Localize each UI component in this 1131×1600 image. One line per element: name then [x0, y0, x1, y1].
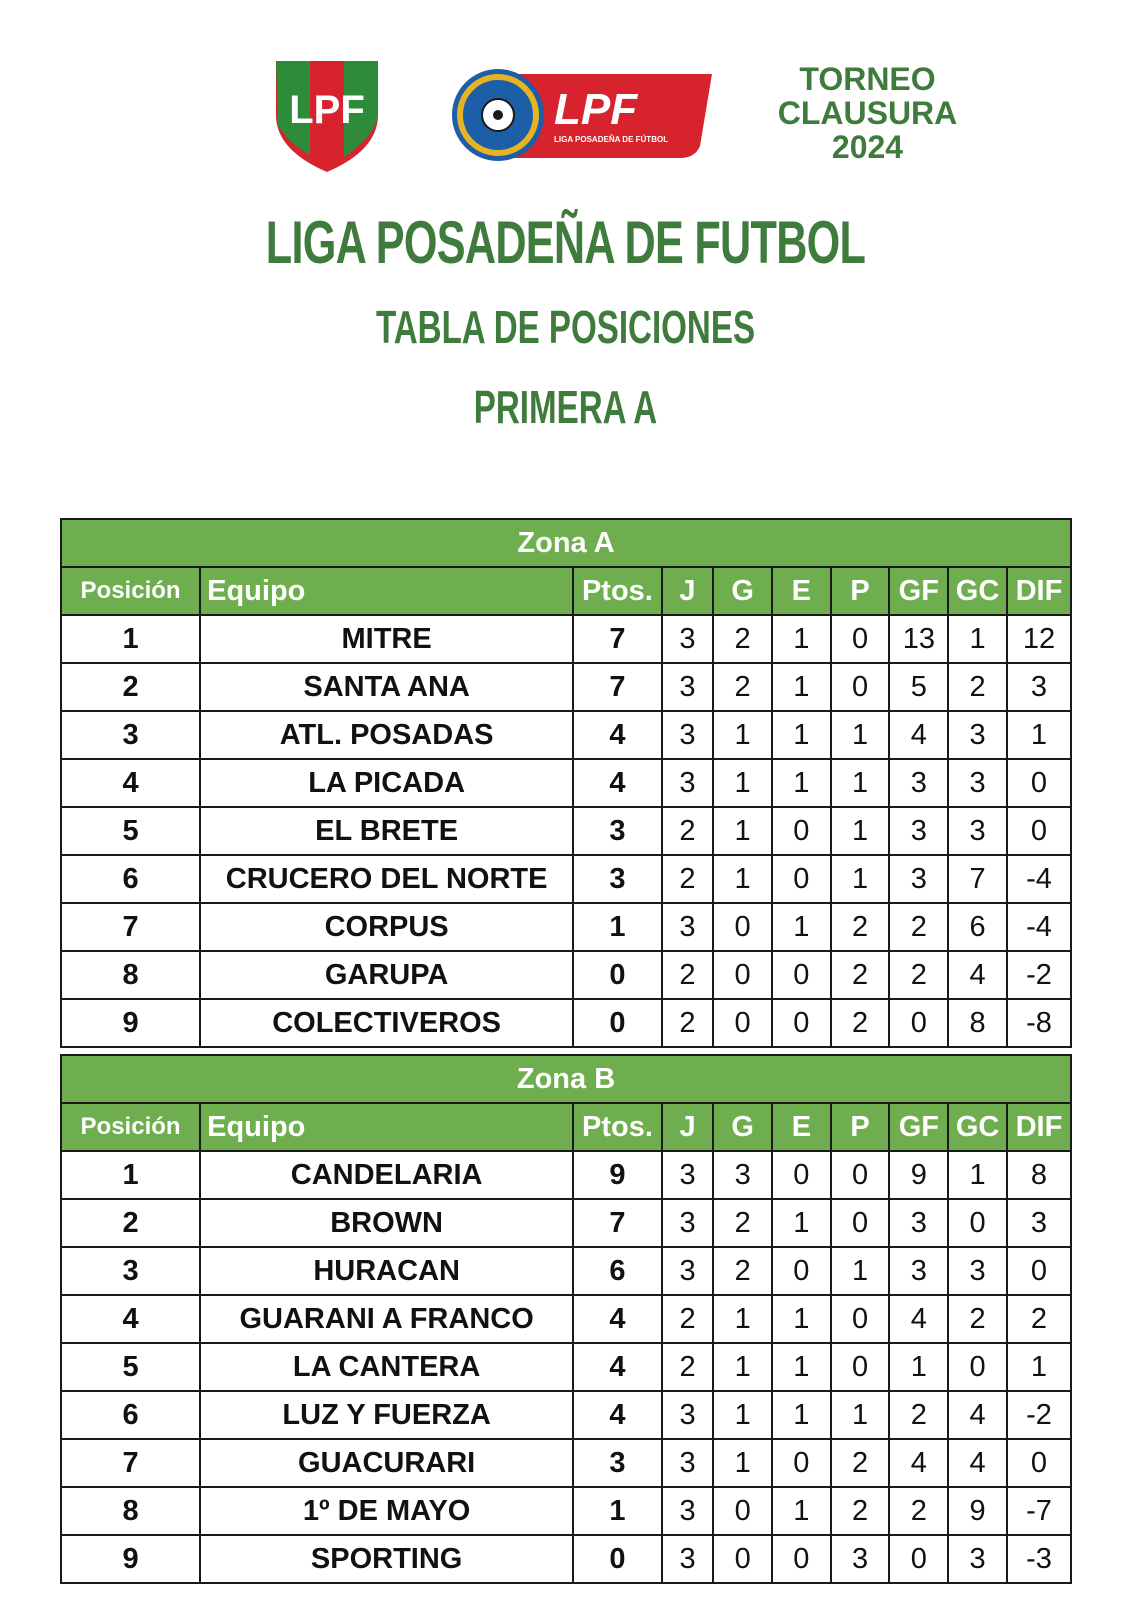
stat-cell: 1 [713, 807, 772, 855]
stat-cell: 2 [662, 807, 714, 855]
stat-cell: 4 [948, 1391, 1007, 1439]
stat-cell: 3 [662, 1439, 714, 1487]
position-cell: 6 [61, 1391, 200, 1439]
stat-cell: -4 [1007, 855, 1071, 903]
stat-cell: 1 [772, 711, 831, 759]
stat-cell: 1 [713, 855, 772, 903]
column-header: GF [889, 1103, 948, 1151]
team-name-cell: GARUPA [200, 951, 573, 999]
stat-cell: 4 [948, 951, 1007, 999]
points-cell: 3 [573, 807, 662, 855]
stat-cell: 3 [662, 1535, 714, 1583]
position-cell: 1 [61, 1151, 200, 1199]
column-header: J [662, 1103, 714, 1151]
standings-table-zona-a [60, 518, 1072, 1048]
points-cell: 1 [573, 1487, 662, 1535]
points-cell: 7 [573, 615, 662, 663]
column-header: G [713, 567, 772, 615]
lpf-badge-logo [450, 66, 720, 164]
table-row [61, 903, 1071, 951]
stat-cell: 3 [948, 1247, 1007, 1295]
points-cell: 7 [573, 1199, 662, 1247]
stat-cell: 1 [831, 807, 890, 855]
stat-cell: 3 [948, 759, 1007, 807]
header [0, 0, 1131, 180]
points-cell: 9 [573, 1151, 662, 1199]
stat-cell: 9 [889, 1151, 948, 1199]
stat-cell: 0 [772, 1247, 831, 1295]
stat-cell: 2 [713, 615, 772, 663]
stat-cell: 0 [772, 1535, 831, 1583]
stat-cell: 0 [831, 1199, 890, 1247]
stat-cell: 0 [713, 903, 772, 951]
stat-cell: 2 [889, 1487, 948, 1535]
stat-cell: -2 [1007, 1391, 1071, 1439]
stat-cell: 0 [948, 1343, 1007, 1391]
position-cell: 2 [61, 1199, 200, 1247]
stat-cell: 2 [713, 1247, 772, 1295]
table-row [61, 759, 1071, 807]
stat-cell: 2 [662, 855, 714, 903]
stat-cell: 1 [713, 1439, 772, 1487]
stat-cell: 1 [713, 1391, 772, 1439]
points-cell: 4 [573, 1391, 662, 1439]
stat-cell: 3 [662, 1151, 714, 1199]
stat-cell: 0 [1007, 1247, 1071, 1295]
stat-cell: 4 [889, 711, 948, 759]
page-subtitle: TABLA DE POSICIONES [375, 301, 756, 353]
stat-cell: 0 [772, 951, 831, 999]
stat-cell: 2 [889, 1391, 948, 1439]
column-header: GC [948, 567, 1007, 615]
lpf-shield-logo [270, 55, 384, 175]
table-row [61, 999, 1071, 1047]
stat-cell: 0 [1007, 759, 1071, 807]
team-name-cell: HURACAN [200, 1247, 573, 1295]
column-header: P [831, 567, 890, 615]
stat-cell: 0 [831, 1343, 890, 1391]
stat-cell: 3 [713, 1151, 772, 1199]
table-row [61, 855, 1071, 903]
table-row [61, 1535, 1071, 1583]
column-header: E [772, 1103, 831, 1151]
stat-cell: 0 [831, 663, 890, 711]
stat-cell: -2 [1007, 951, 1071, 999]
column-header: E [772, 567, 831, 615]
table-row [61, 1151, 1071, 1199]
stat-cell: 3 [662, 1391, 714, 1439]
stat-cell: 1 [772, 1295, 831, 1343]
stat-cell: 1 [831, 759, 890, 807]
stat-cell: 3 [889, 807, 948, 855]
standings-table-zona-b [60, 1054, 1072, 1584]
stat-cell: 0 [772, 999, 831, 1047]
position-cell: 9 [61, 1535, 200, 1583]
stat-cell: 1 [948, 615, 1007, 663]
stat-cell: 2 [662, 1343, 714, 1391]
position-cell: 4 [61, 1295, 200, 1343]
team-name-cell: CORPUS [200, 903, 573, 951]
position-cell: 5 [61, 1343, 200, 1391]
tournament-label [760, 62, 975, 164]
table-row [61, 663, 1071, 711]
points-cell: 3 [573, 855, 662, 903]
points-cell: 0 [573, 1535, 662, 1583]
team-name-cell: LA PICADA [200, 759, 573, 807]
stat-cell: 1 [713, 1343, 772, 1391]
stat-cell: 3 [889, 759, 948, 807]
position-cell: 5 [61, 807, 200, 855]
stat-cell: 3 [662, 663, 714, 711]
stat-cell: 3 [1007, 1199, 1071, 1247]
stat-cell: 1 [831, 1247, 890, 1295]
team-name-cell: COLECTIVEROS [200, 999, 573, 1047]
table-row [61, 1391, 1071, 1439]
team-name-cell: CRUCERO DEL NORTE [200, 855, 573, 903]
stat-cell: 3 [948, 1535, 1007, 1583]
stat-cell: 13 [889, 615, 948, 663]
team-name-cell: GUARANI A FRANCO [200, 1295, 573, 1343]
team-name-cell: LA CANTERA [200, 1343, 573, 1391]
stat-cell: 2 [831, 1487, 890, 1535]
stat-cell: 3 [948, 807, 1007, 855]
page-title: LIGA POSADEÑA DE FUTBOL [265, 209, 866, 276]
stat-cell: 3 [662, 1247, 714, 1295]
zone-title: Zona A [61, 519, 1071, 567]
badge-logo-subtext: LIGA POSADEÑA DE FÚTBOL [554, 135, 669, 144]
stat-cell: 0 [831, 615, 890, 663]
stat-cell: 1 [772, 663, 831, 711]
stat-cell: 3 [889, 855, 948, 903]
stat-cell: -3 [1007, 1535, 1071, 1583]
stat-cell: 1 [772, 759, 831, 807]
position-cell: 3 [61, 711, 200, 759]
division-title: PRIMERA A [473, 381, 658, 433]
team-name-cell: MITRE [200, 615, 573, 663]
stat-cell: 2 [948, 663, 1007, 711]
column-header: GC [948, 1103, 1007, 1151]
team-name-cell: EL BRETE [200, 807, 573, 855]
stat-cell: 8 [1007, 1151, 1071, 1199]
team-name-cell: GUACURARI [200, 1439, 573, 1487]
stat-cell: 2 [948, 1295, 1007, 1343]
position-cell: 7 [61, 903, 200, 951]
stat-cell: 3 [662, 1487, 714, 1535]
team-name-cell: LUZ Y FUERZA [200, 1391, 573, 1439]
points-cell: 4 [573, 759, 662, 807]
stat-cell: 0 [1007, 807, 1071, 855]
column-header-row [61, 1103, 1071, 1151]
stat-cell: 1 [1007, 1343, 1071, 1391]
table-row [61, 1247, 1071, 1295]
table-row [61, 1295, 1071, 1343]
stat-cell: 2 [662, 999, 714, 1047]
table-row [61, 615, 1071, 663]
position-cell: 3 [61, 1247, 200, 1295]
stat-cell: 2 [713, 663, 772, 711]
position-cell: 8 [61, 1487, 200, 1535]
stat-cell: 0 [889, 1535, 948, 1583]
stat-cell: 3 [662, 903, 714, 951]
stat-cell: 2 [831, 999, 890, 1047]
position-cell: 2 [61, 663, 200, 711]
stat-cell: 6 [948, 903, 1007, 951]
stat-cell: 4 [889, 1295, 948, 1343]
stat-cell: 2 [889, 903, 948, 951]
column-header: P [831, 1103, 890, 1151]
stat-cell: 3 [662, 759, 714, 807]
stat-cell: -7 [1007, 1487, 1071, 1535]
stat-cell: 0 [772, 1439, 831, 1487]
stat-cell: 3 [889, 1199, 948, 1247]
team-name-cell: SANTA ANA [200, 663, 573, 711]
stat-cell: 1 [1007, 711, 1071, 759]
column-header: J [662, 567, 714, 615]
points-cell: 0 [573, 999, 662, 1047]
team-name-cell: 1º DE MAYO [200, 1487, 573, 1535]
stat-cell: 3 [831, 1535, 890, 1583]
position-cell: 7 [61, 1439, 200, 1487]
stat-cell: 0 [889, 999, 948, 1047]
badge-logo-text: LPF [554, 85, 638, 134]
stat-cell: 1 [772, 1199, 831, 1247]
stat-cell: 0 [713, 1487, 772, 1535]
stat-cell: 0 [713, 999, 772, 1047]
stat-cell: 0 [831, 1295, 890, 1343]
column-header: DIF [1007, 1103, 1071, 1151]
position-cell: 4 [61, 759, 200, 807]
team-name-cell: SPORTING [200, 1535, 573, 1583]
stat-cell: 12 [1007, 615, 1071, 663]
stat-cell: 1 [831, 711, 890, 759]
stat-cell: 1 [831, 1391, 890, 1439]
stat-cell: 2 [889, 951, 948, 999]
tournament-line-1: TORNEO [799, 61, 936, 97]
column-header: Ptos. [573, 1103, 662, 1151]
position-cell: 8 [61, 951, 200, 999]
stat-cell: 2 [713, 1199, 772, 1247]
stat-cell: 1 [713, 759, 772, 807]
stat-cell: 1 [772, 1487, 831, 1535]
column-header: G [713, 1103, 772, 1151]
position-cell: 1 [61, 615, 200, 663]
stat-cell: 0 [713, 1535, 772, 1583]
position-cell: 9 [61, 999, 200, 1047]
stat-cell: 1 [772, 615, 831, 663]
tournament-line-2: CLAUSURA [777, 95, 958, 131]
stat-cell: -4 [1007, 903, 1071, 951]
column-header-row [61, 567, 1071, 615]
column-header: Equipo [200, 567, 573, 615]
points-cell: 0 [573, 951, 662, 999]
shield-logo-text: LPF [289, 88, 365, 132]
stat-cell: 0 [772, 1151, 831, 1199]
stat-cell: 2 [831, 951, 890, 999]
stat-cell: 4 [948, 1439, 1007, 1487]
stat-cell: 3 [662, 615, 714, 663]
table-row [61, 1343, 1071, 1391]
stat-cell: -8 [1007, 999, 1071, 1047]
stat-cell: 1 [772, 903, 831, 951]
stat-cell: 0 [772, 807, 831, 855]
tournament-line-3: 2024 [831, 129, 904, 165]
stat-cell: 2 [831, 1439, 890, 1487]
stat-cell: 8 [948, 999, 1007, 1047]
stat-cell: 1 [713, 1295, 772, 1343]
points-cell: 4 [573, 1295, 662, 1343]
table-row [61, 807, 1071, 855]
stat-cell: 1 [772, 1343, 831, 1391]
table-row [61, 711, 1071, 759]
column-header: GF [889, 567, 948, 615]
table-row [61, 1487, 1071, 1535]
stat-cell: 3 [662, 711, 714, 759]
stat-cell: 3 [1007, 663, 1071, 711]
team-name-cell: ATL. POSADAS [200, 711, 573, 759]
position-cell: 6 [61, 855, 200, 903]
stat-cell: 0 [948, 1199, 1007, 1247]
stat-cell: 3 [948, 711, 1007, 759]
stat-cell: 1 [889, 1343, 948, 1391]
points-cell: 4 [573, 1343, 662, 1391]
stat-cell: 7 [948, 855, 1007, 903]
stat-cell: 0 [772, 855, 831, 903]
team-name-cell: BROWN [200, 1199, 573, 1247]
points-cell: 7 [573, 663, 662, 711]
column-header: Posición [61, 1103, 200, 1151]
stat-cell: 3 [662, 1199, 714, 1247]
stat-cell: 1 [831, 855, 890, 903]
points-cell: 1 [573, 903, 662, 951]
stat-cell: 2 [662, 951, 714, 999]
column-header: Ptos. [573, 567, 662, 615]
stat-cell: 2 [831, 903, 890, 951]
stat-cell: 0 [831, 1151, 890, 1199]
table-row [61, 951, 1071, 999]
stat-cell: 0 [1007, 1439, 1071, 1487]
stat-cell: 1 [772, 1391, 831, 1439]
column-header: Equipo [200, 1103, 573, 1151]
stat-cell: 1 [713, 711, 772, 759]
zone-title: Zona B [61, 1055, 1071, 1103]
column-header: DIF [1007, 567, 1071, 615]
table-row [61, 1199, 1071, 1247]
stat-cell: 2 [662, 1295, 714, 1343]
column-header: Posición [61, 567, 200, 615]
stat-cell: 2 [1007, 1295, 1071, 1343]
points-cell: 6 [573, 1247, 662, 1295]
stat-cell: 9 [948, 1487, 1007, 1535]
points-cell: 4 [573, 711, 662, 759]
team-name-cell: CANDELARIA [200, 1151, 573, 1199]
stat-cell: 0 [713, 951, 772, 999]
points-cell: 3 [573, 1439, 662, 1487]
stat-cell: 1 [948, 1151, 1007, 1199]
table-row [61, 1439, 1071, 1487]
stat-cell: 4 [889, 1439, 948, 1487]
stat-cell: 5 [889, 663, 948, 711]
stat-cell: 3 [889, 1247, 948, 1295]
